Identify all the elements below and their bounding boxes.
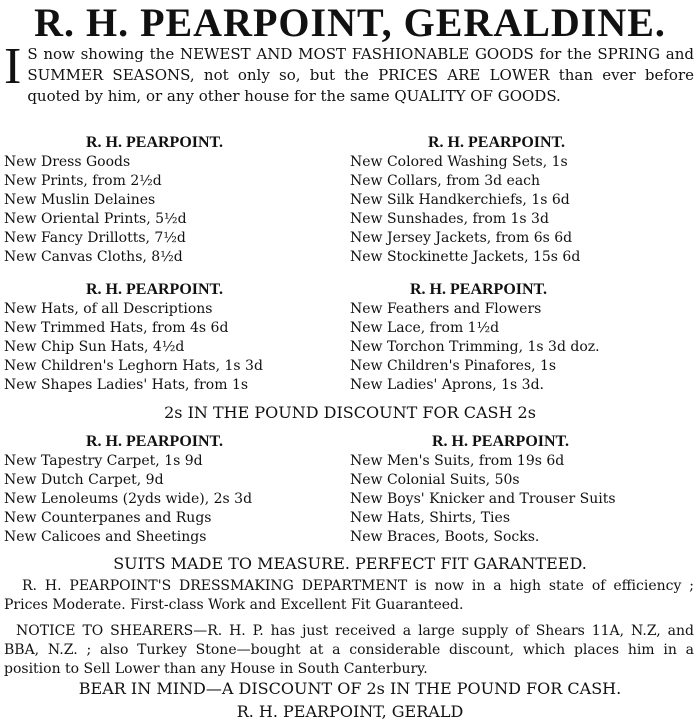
list-item: New Dress Goods	[4, 154, 131, 170]
list-item: New Canvas Cloths, 8½d	[4, 249, 183, 265]
list-item: New Silk Handkerchiefs, 1s 6d	[350, 192, 570, 208]
section-hats	[4, 280, 344, 395]
bear-in-mind-line: BEAR IN MIND—A DISCOUNT OF 2s IN THE POUND FOR CASH.	[78, 679, 622, 698]
item-list	[350, 300, 695, 395]
drop-cap: I	[4, 38, 22, 95]
list-item: New Colored Washing Sets, 1s	[350, 154, 568, 170]
item-list	[350, 153, 695, 267]
list-item: New Hats, Shirts, Ties	[350, 510, 511, 526]
list-item: New Counterpanes and Rugs	[4, 510, 212, 526]
item-list	[4, 153, 344, 267]
section-heading: R. H. PEARPOINT.	[432, 433, 570, 450]
intro-text: S now showing the NEWEST AND MOST FASHIONABLE GOODS for the SPRING and SUMMER SEASONS, not only so, but the PRICES ARE LOWER than ever before quoted by him, or any other house for the same QUALITY OF GOODS.	[27, 45, 694, 105]
list-item: New Collars, from 3d each	[350, 173, 541, 189]
list-item: New Boys' Knicker and Trouser Suits	[350, 491, 616, 507]
section-washing-sets	[350, 133, 695, 267]
list-item: New Sunshades, from 1s 3d	[350, 211, 549, 227]
list-item: New Jersey Jackets, from 6s 6d	[350, 230, 573, 246]
discount-line: 2s IN THE POUND DISCOUNT FOR CASH 2s	[164, 403, 536, 422]
ad-title: R. H. PEARPOINT, GERALDINE.	[34, 0, 666, 45]
list-item: New Children's Leghorn Hats, 1s 3d	[4, 358, 263, 374]
section-dress-goods	[4, 133, 344, 267]
section-heading: R. H. PEARPOINT.	[428, 134, 566, 151]
list-item: New Shapes Ladies' Hats, from 1s	[4, 377, 249, 393]
item-list	[4, 300, 344, 395]
item-list	[4, 452, 344, 547]
list-item: New Lenoleums (2yds wide), 2s 3d	[4, 491, 253, 507]
item-list	[350, 452, 695, 547]
section-heading: R. H. PEARPOINT.	[86, 281, 224, 298]
list-item: New Fancy Drillotts, 7½d	[4, 230, 186, 246]
list-item: New Braces, Boots, Socks.	[350, 529, 540, 545]
list-item: New Colonial Suits, 50s	[350, 472, 520, 488]
list-item: New Lace, from 1½d	[350, 320, 500, 336]
list-item: New Calicoes and Sheetings	[4, 529, 207, 545]
notice-to-shearers: NOTICE TO SHEARERS—R. H. P. has just received a large supply of Shears 11A, N.Z, and BBA, N.Z. ; also Turkey Stone—bought at a considerable discount, which places him in a position to Sell Lower than any House in South Canterbury.	[4, 623, 694, 677]
suits-made-to-measure: SUITS MADE TO MEASURE. PERFECT FIT GARANTEED.	[113, 554, 587, 573]
intro-paragraph	[4, 38, 694, 124]
section-feathers	[350, 280, 695, 395]
list-item: New Tapestry Carpet, 1s 9d	[4, 453, 203, 469]
dressmaking-paragraph: R. H. PEARPOINT'S DRESSMAKING DEPARTMENT is now in a high state of efficiency ; Prices Moderate. First-class Work and Excellent Fit Guaranteed.	[4, 578, 694, 613]
section-carpets	[4, 432, 344, 547]
list-item: New Men's Suits, from 19s 6d	[350, 453, 565, 469]
section-suits	[350, 432, 695, 547]
list-item: New Children's Pinafores, 1s	[350, 358, 557, 374]
section-heading: R. H. PEARPOINT.	[86, 433, 224, 450]
footer-signature: R. H. PEARPOINT, GERALD	[236, 702, 464, 721]
list-item: New Stockinette Jackets, 15s 6d	[350, 249, 581, 265]
list-item: New Hats, of all Descriptions	[4, 301, 213, 317]
list-item: New Muslin Delaines	[4, 192, 156, 208]
list-item: New Prints, from 2½d	[4, 173, 162, 189]
list-item: New Dutch Carpet, 9d	[4, 472, 164, 488]
list-item: New Feathers and Flowers	[350, 301, 542, 317]
list-item: New Ladies' Aprons, 1s 3d.	[350, 377, 544, 393]
section-heading: R. H. PEARPOINT.	[86, 134, 224, 151]
list-item: New Oriental Prints, 5½d	[4, 211, 187, 227]
list-item: New Chip Sun Hats, 4½d	[4, 339, 185, 355]
list-item: New Torchon Trimming, 1s 3d doz.	[350, 339, 600, 355]
section-heading: R. H. PEARPOINT.	[410, 281, 548, 298]
list-item: New Trimmed Hats, from 4s 6d	[4, 320, 229, 336]
